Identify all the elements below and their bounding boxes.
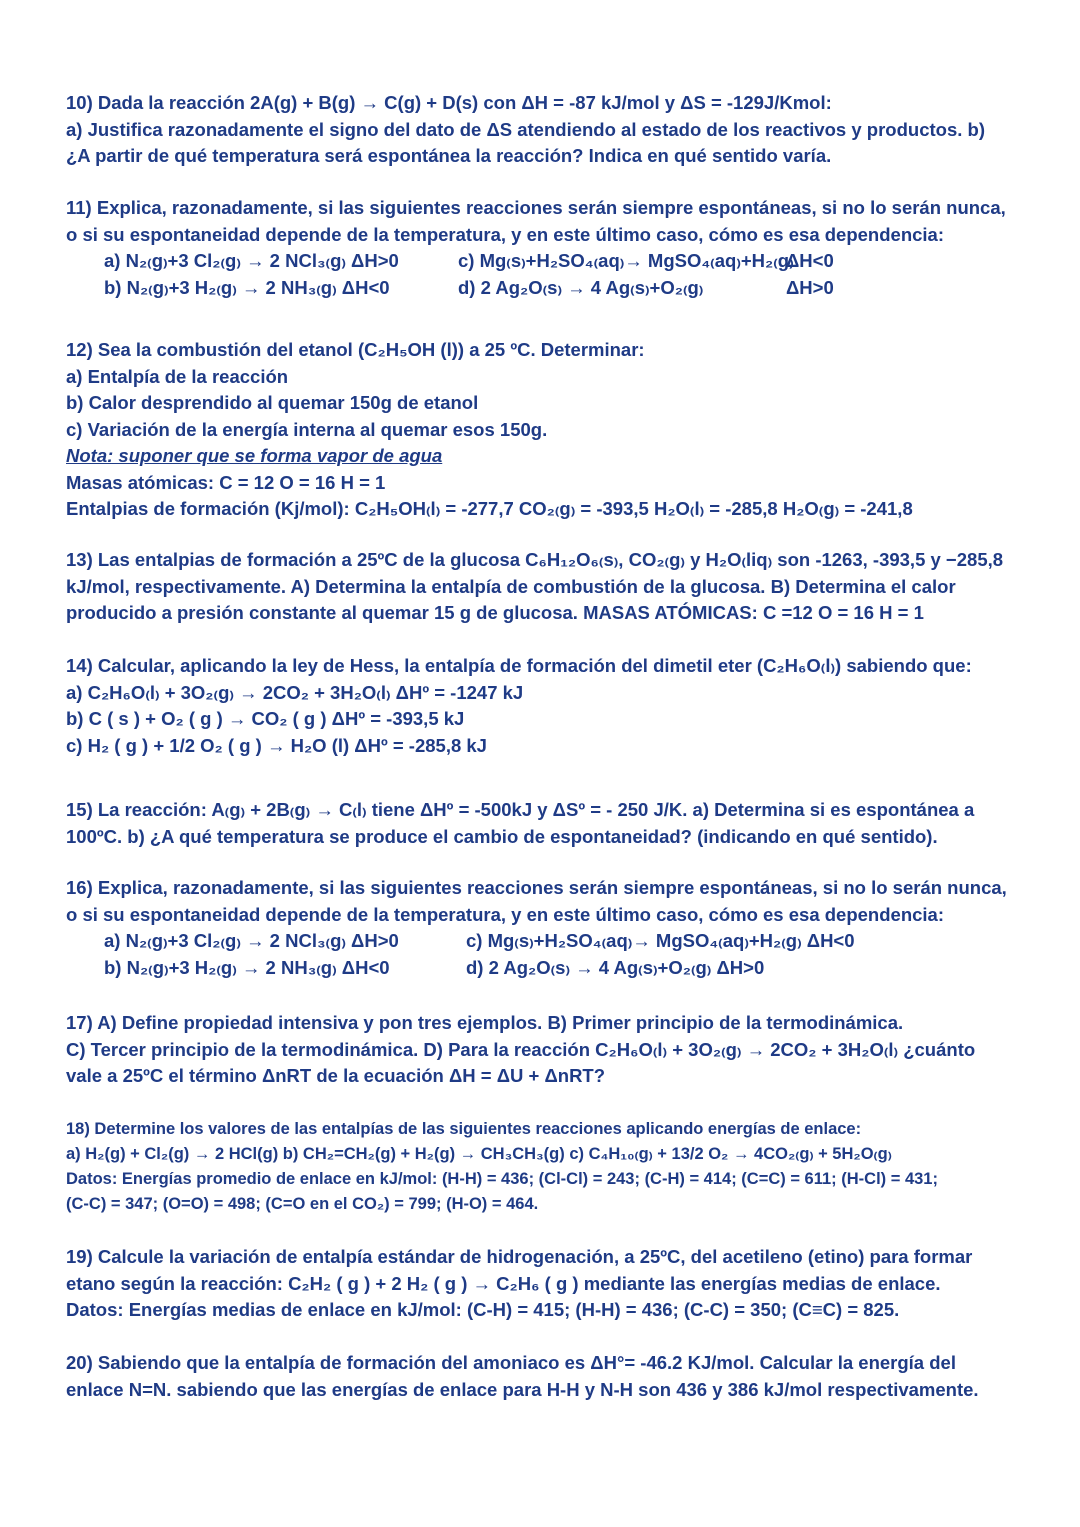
- q13-line-1: 13) Las entalpias de formación a 25ºC de la glucosa C₆H₁₂O₆₍s₎, CO₂₍g₎ y H₂O₍liq₎ son -1263, -393,5 y −285,8: [66, 549, 1004, 570]
- q12-line-4: c) Variación de la energía interna al quemar esos 150g.: [66, 418, 548, 440]
- q14-reaction-a: a) C₂H₆O₍l₎ + 3O₂₍g₎ → 2CO₂ + 3H₂O₍l₎ ΔHº = -1247 kJ: [66, 681, 524, 703]
- q11-reactions-row-2: [66, 275, 1016, 302]
- q16-reaction-b: b) N₂₍g₎+3 H₂₍g₎ → 2 NH₃₍g₎ ΔH<0: [104, 956, 390, 978]
- q18-bond-energies-2: (C-C) = 347; (O=O) = 498; (C=O en el CO₂) = 799; (H-O) = 464.: [66, 1195, 539, 1213]
- q11-reaction-a: a) N₂₍g₎+3 Cl₂₍g₎ → 2 NCl₃₍g₎ ΔH>0: [104, 250, 399, 271]
- q16-reactions-row-2: [66, 955, 1016, 982]
- q16-line-2: o si su espontaneidad depende de la temperatura, y en este último caso, cómo es esa dependencia:: [66, 903, 944, 925]
- question-19: [66, 1244, 1016, 1324]
- q12-note: Nota: suponer que se forma vapor de agua: [66, 445, 443, 466]
- question-10: [66, 90, 1016, 170]
- q15-line-2: 100ºC. b) ¿A qué temperatura se produce el cambio de espontaneidad? (indicando en qué sentido).: [66, 825, 938, 847]
- q11-line-1: 11) Explica, razonadamente, si las siguientes reacciones serán siempre espontáneas, si no lo serán nunca,: [66, 197, 1006, 218]
- q15-line-1: 15) La reacción: A₍g₎ + 2B₍g₎ → C₍l₎ tiene ΔHº = -500kJ y ΔSº = - 250 J/K. a) Determina si es espontánea a: [66, 799, 975, 820]
- q11-reaction-b: b) N₂₍g₎+3 H₂₍g₎ → 2 NH₃₍g₎ ΔH<0: [104, 276, 390, 298]
- question-13: [66, 547, 1016, 627]
- q16-reaction-c: c) Mg₍s₎+H₂SO₄₍aq₎→ MgSO₄₍aq₎+H₂₍g₎ ΔH<0: [466, 930, 855, 951]
- question-20: [66, 1350, 1016, 1403]
- q11-reactions-row-1: [66, 248, 1016, 275]
- q12-atomic-masses: Masas atómicas: C = 12 O = 16 H = 1: [66, 471, 386, 493]
- q19-line-2: etano según la reacción: C₂H₂ ( g ) + 2 H₂ ( g ) → C₂H₆ ( g ) mediante las energías medias de enlace.: [66, 1272, 941, 1294]
- q16-reaction-d: d) 2 Ag₂O₍s₎ → 4 Ag₍s₎+O₂₍g₎ ΔH>0: [466, 956, 765, 978]
- q11-line-2: o si su espontaneidad depende de la temperatura, y en este último caso, cómo es esa dependencia:: [66, 223, 944, 245]
- q10-line-3: ¿A partir de qué temperatura será espontánea la reacción? Indica en qué sentido varía.: [66, 145, 832, 166]
- q19-line-1: 19) Calcule la variación de entalpía estándar de hidrogenación, a 25ºC, del acetileno (etino) para formar: [66, 1246, 973, 1267]
- q14-line-1: 14) Calcular, aplicando la ley de Hess, la entalpía de formación del dimetil eter (C₂H₆O₍l₎) sabiendo que:: [66, 655, 972, 676]
- q10-line-2: a) Justifica razonadamente el signo del dato de ΔS atendiendo al estado de los reactivos y productos. b): [66, 118, 985, 140]
- q10-line-1: 10) Dada la reacción 2A(g) + B(g) → C(g) + D(s) con ΔH = -87 kJ/mol y ΔS = -129J/Kmol:: [66, 92, 832, 113]
- q14-reaction-c: c) H₂ ( g ) + 1/2 O₂ ( g ) → H₂O (l) ΔHº = -285,8 kJ: [66, 734, 487, 756]
- q14-reaction-b: b) C ( s ) + O₂ ( g ) → CO₂ ( g ) ΔHº = -393,5 kJ: [66, 708, 465, 729]
- q20-line-1: 20) Sabiendo que la entalpía de formación del amoniaco es ΔH°= -46.2 KJ/mol. Calcular la energía del: [66, 1352, 956, 1373]
- question-16: [66, 875, 1016, 981]
- q11-reaction-c-enthalpy: ΔH<0: [786, 250, 834, 271]
- q13-line-2: kJ/mol, respectivamente. A) Determina la entalpía de combustión de la glucosa. B) Determina el calor: [66, 575, 956, 597]
- q17-line-3: vale a 25ºC el término ΔnRT de la ecuación ΔH = ΔU + ΔnRT?: [66, 1065, 606, 1086]
- q17-line-1: 17) A) Define propiedad intensiva y pon tres ejemplos. B) Primer principio de la termodinámica.: [66, 1012, 904, 1033]
- question-11: [66, 195, 1016, 301]
- q16-reaction-a: a) N₂₍g₎+3 Cl₂₍g₎ → 2 NCl₃₍g₎ ΔH>0: [104, 930, 399, 951]
- question-18: [66, 1117, 1016, 1217]
- q16-reactions-row-1: [66, 928, 1016, 955]
- q11-reaction-d-enthalpy: ΔH>0: [786, 276, 834, 298]
- question-12: [66, 337, 1016, 523]
- q20-line-2: enlace N=N. sabiendo que las energías de enlace para H-H y N-H son 436 y 386 kJ/mol respectivamente.: [66, 1378, 979, 1400]
- question-17: [66, 1010, 1016, 1090]
- q18-line-1: 18) Determine los valores de las entalpías de las siguientes reacciones aplicando energías de enlace:: [66, 1120, 862, 1138]
- q18-bond-energies-1: Datos: Energías promedio de enlace en kJ/mol: (H-H) = 436; (Cl-Cl) = 243; (C-H) = 414; (C=C) = 611; (H-Cl) = 431;: [66, 1170, 938, 1188]
- q13-line-3: producido a presión constante al quemar 15 g de glucosa. MASAS ATÓMICAS: C =12 O = 16 H = 1: [66, 602, 924, 623]
- q17-line-2: C) Tercer principio de la termodinámica. D) Para la reacción C₂H₆O₍l₎ + 3O₂₍g₎ → 2CO₂ + 3H₂O₍l₎ ¿cuánto: [66, 1038, 976, 1060]
- question-14: [66, 653, 1016, 759]
- q12-line-3: b) Calor desprendido al quemar 150g de etanol: [66, 392, 479, 413]
- q16-line-1: 16) Explica, razonadamente, si las siguientes reacciones serán siempre espontáneas, si no lo serán nunca,: [66, 877, 1007, 898]
- q12-line-1: 12) Sea la combustión del etanol (C₂H₅OH (l)) a 25 ºC. Determinar:: [66, 339, 645, 360]
- q12-formation-enthalpies: Entalpias de formación (Kj/mol): C₂H₅OH₍l₎ = -277,7 CO₂₍g₎ = -393,5 H₂O₍l₎ = -285,8 H₂O₍g₎ = -241,8: [66, 498, 913, 519]
- q11-reaction-d: d) 2 Ag₂O₍s₎ → 4 Ag₍s₎+O₂₍g₎: [458, 276, 704, 298]
- q12-line-2: a) Entalpía de la reacción: [66, 365, 289, 387]
- q18-reactions: a) H₂(g) + Cl₂(g) → 2 HCl(g) b) CH₂=CH₂(g) + H₂(g) → CH₃CH₃(g) c) C₄H₁₀₍g₎ + 13/2 O₂ → 4CO₂₍g₎ + 5H₂O₍g₎: [66, 1145, 892, 1163]
- q19-line-3: Datos: Energías medias de enlace en kJ/mol: (C-H) = 415; (H-H) = 436; (C-C) = 350; (C≡C) = 825.: [66, 1299, 900, 1320]
- q11-reaction-c: c) Mg₍s₎+H₂SO₄₍aq₎→ MgSO₄₍aq₎+H₂₍g₎: [458, 250, 794, 271]
- question-15: [66, 797, 1016, 850]
